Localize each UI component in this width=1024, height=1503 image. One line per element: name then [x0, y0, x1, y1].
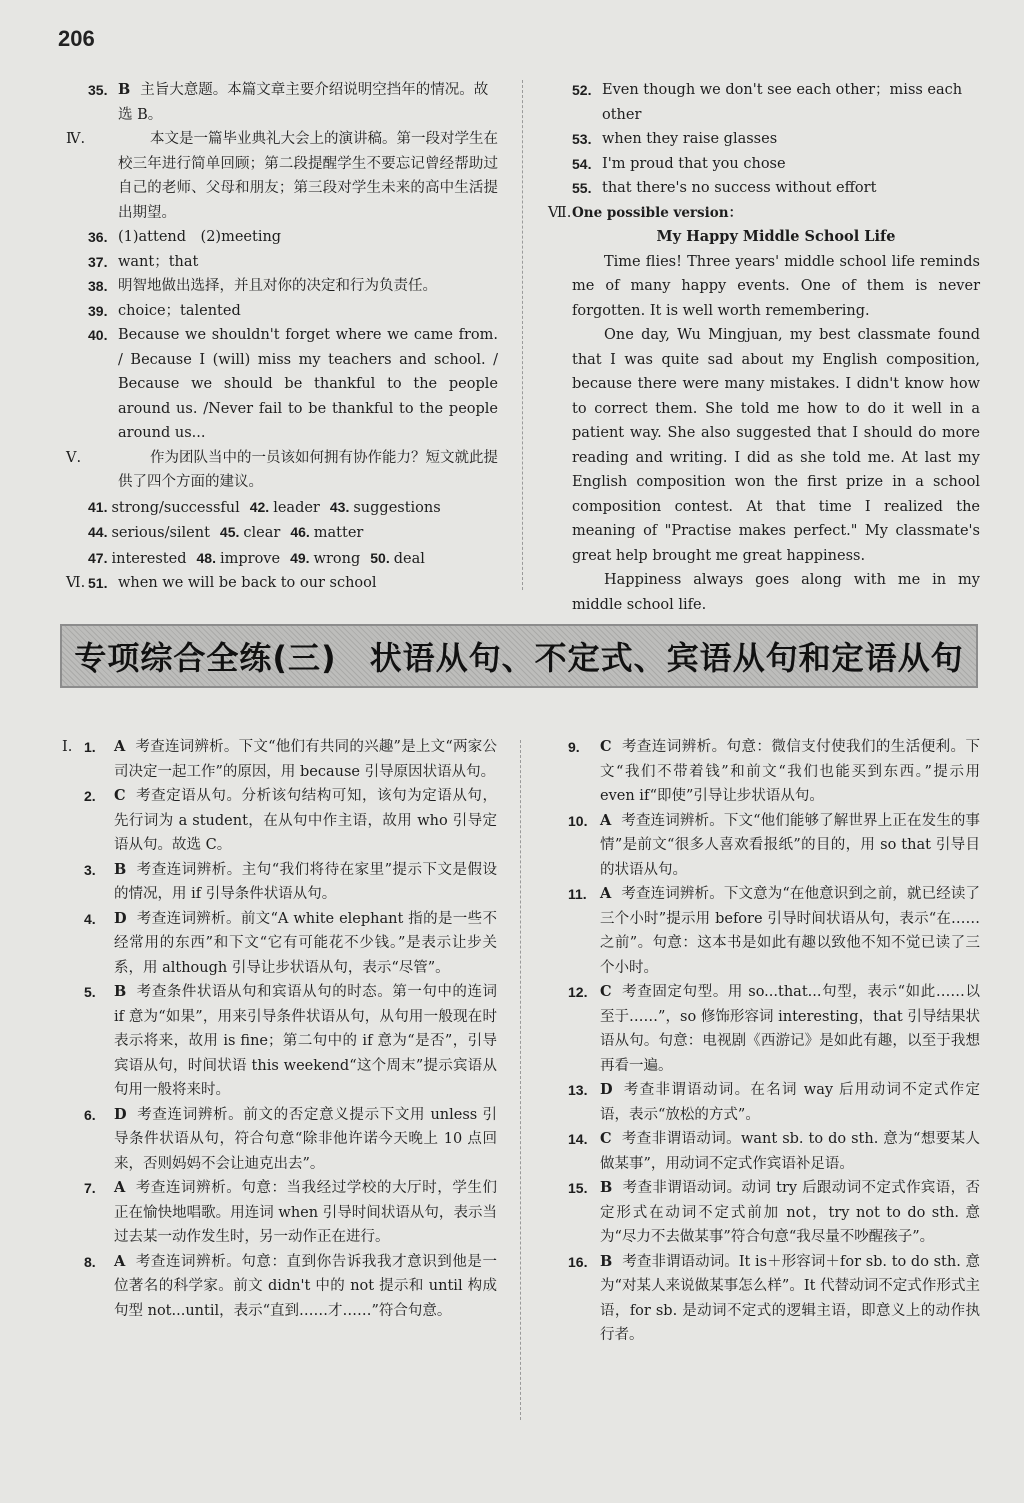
item-number: 41.: [88, 498, 108, 515]
item-number: 1.: [84, 739, 96, 755]
answer-letter: A: [114, 738, 126, 755]
answer-item-35: [88, 78, 498, 127]
answer-text: 考查连词辨析。句意：微信支付使我们的生活便利。下文“我们不带着钱”和前文“我们也能买到东西。”提示用 even if“即使”引导让步状语从句。: [600, 739, 980, 804]
bottom-right-column: [568, 735, 980, 1348]
item-number: 55.: [572, 180, 592, 196]
answer-item: [568, 980, 980, 1078]
answer-text: matter: [313, 525, 364, 541]
answer-item: [568, 1176, 980, 1250]
item-number: 14.: [568, 1131, 588, 1147]
answer-item: [568, 1078, 980, 1127]
item-number: 48.: [196, 549, 216, 566]
answer-text: 考查连词辨析。下文意为“在他意识到之前，就已经读了三个小时”提示用 before 引导时间状语从句，表示“在……之前”。句意：这本书是如此有趣以致他不知不觉已读了三个小时。: [600, 886, 980, 976]
item-number: 54.: [572, 155, 592, 172]
answer-text: 考查非谓语动词。动词 try 后跟动词不定式作宾语，否定形式在动词不定式前加 not，try not to do sth. 意为“尽力不去做某事”符合句意“我尽量不吵醒孩子”。: [600, 1180, 980, 1245]
item-number: 12.: [568, 984, 588, 1000]
answer-letter: D: [114, 1105, 127, 1123]
answer-segment: [290, 520, 363, 546]
answer-text: 考查固定句型。用 so...that...句型，表示“如此……以至于……”，so 修饰形容词 interesting，that 引导结果状语从句。句意：电视剧《西游记》是如此有趣，以至于我想再看一遍。: [600, 984, 980, 1074]
item-number: 52.: [572, 82, 592, 98]
answer-text: (1)attend (2)meeting: [118, 229, 282, 245]
answer-text: 主旨大意题。本篇文章主要介绍说明空挡年的情况。故选 B。: [118, 82, 489, 123]
section-numeral: Ⅶ.: [548, 204, 572, 221]
answer-item: [88, 299, 498, 324]
essay-label: One possible version：: [572, 204, 743, 221]
column-divider: [522, 80, 523, 590]
page-number: 206: [58, 26, 95, 51]
answer-text: clear: [243, 525, 281, 541]
answer-item: [568, 882, 980, 980]
answer-letter: C: [600, 1130, 612, 1147]
answer-text: when we will be back to our school: [118, 575, 377, 591]
section-banner: [60, 624, 978, 688]
sample-essay: [548, 225, 980, 617]
answer-letter: B: [118, 81, 131, 98]
section-7: [548, 201, 980, 226]
answer-letter: A: [114, 1179, 126, 1196]
answer-item: [548, 127, 980, 152]
item-number: 51.: [88, 575, 108, 591]
section-numeral: Ⅵ.: [66, 575, 86, 591]
item-number: 11.: [568, 886, 587, 902]
answer-item: [88, 250, 498, 275]
answer-item: [88, 225, 498, 250]
answer-row: [88, 495, 498, 521]
answer-letter: B: [114, 983, 127, 1000]
section-6: [66, 571, 498, 596]
item-number: 5.: [84, 984, 96, 1000]
item-number: 46.: [290, 524, 310, 540]
answer-text: serious/silent: [111, 525, 210, 541]
answer-text: choice；talented: [118, 302, 241, 319]
item-number: 9.: [568, 739, 580, 755]
answer-item: [548, 176, 980, 201]
answer-letter: A: [600, 811, 612, 829]
answer-letter: B: [114, 860, 127, 878]
section-intro: 本文是一篇毕业典礼大会上的演讲稿。第一段对学生在校三年进行简单回顾；第二段提醒学生不要忘记曾经帮助过自己的老师、父母和朋友；第三段对学生未来的高中生活提出期望。: [118, 131, 498, 221]
answer-text: 考查非谓语动词。在名词 way 后用动词不定式作定语，表示“放松的方式”。: [600, 1082, 980, 1123]
answer-text: Even though we don't see each other；miss each other: [602, 82, 963, 123]
answer-letter: D: [600, 1081, 613, 1098]
answer-item: [62, 980, 497, 1103]
item-number: 3.: [84, 861, 96, 878]
essay-paragraph: Time flies! Three years' middle school life reminds me of many happy events. One of them is never forgotten. It is well worth remembering.: [572, 253, 980, 319]
answer-item: [88, 274, 498, 299]
answer-text: wrong: [313, 550, 361, 567]
answer-text: deal: [393, 550, 425, 567]
column-divider: [520, 740, 521, 1420]
item-number: 47.: [88, 549, 108, 566]
answer-row: [88, 546, 498, 572]
answer-letter: C: [114, 787, 126, 804]
item-number: 4.: [84, 910, 96, 927]
item-number: 35.: [88, 82, 108, 98]
answer-text: 考查非谓语动词。want sb. to do sth. 意为“想要某人做某事”，用动词不定式作宾语补足语。: [600, 1131, 980, 1172]
answer-text: 考查连词辨析。下文“他们能够了解世界上正在发生的事情”是前文“很多人喜欢看报纸”的目的，用 so that 引导目的状语从句。: [600, 812, 980, 878]
answer-item: [568, 809, 980, 883]
answer-letter: C: [600, 738, 612, 755]
item-number: 6.: [84, 1106, 96, 1123]
item-number: 13.: [568, 1082, 588, 1098]
item-number: 2.: [84, 788, 96, 804]
answer-item: [62, 784, 497, 858]
answer-item: [62, 1176, 497, 1250]
answer-segment: [88, 495, 240, 521]
item-number: 44.: [88, 524, 108, 540]
section-numeral: Ⅳ.: [66, 131, 86, 147]
answer-letter: A: [600, 885, 612, 902]
answer-text: 考查定语从句。分析该句结构可知，该句为定语从句，先行词为 a student，在从句中作主语，故用 who 引导定语从句。故选 C。: [114, 788, 497, 853]
answer-text: 考查条件状语从句和宾语从句的时态。第一句中的连词 if 意为“如果”，用来引导条件状语从句，从句用一般现在时表示将来，故用 is fine；第二句中的 if 意为“是否”，引导宾语从句，时间状语 this weekend“这个周末”提示宾语从句用一般将来时。: [114, 984, 497, 1098]
answer-text: 考查连词辨析。前文的否定意义提示下文用 unless 引导条件状语从句，符合句意“除非他许诺今天晚上 10 点回来，否则妈妈不会让迪克出去”。: [114, 1106, 497, 1172]
answer-text: interested: [111, 550, 187, 567]
section-numeral: Ⅴ.: [66, 449, 82, 466]
bottom-left-column: [62, 735, 497, 1323]
essay-paragraph: Happiness always goes along with me in my middle school life.: [572, 572, 980, 613]
section-numeral: Ⅰ.: [62, 739, 73, 755]
answer-text: 考查连词辨析。下文“他们有共同的兴趣”是上文“两家公司决定一起工作”的原因，用 because 引导原因状语从句。: [114, 739, 497, 780]
answer-text: 明智地做出选择，并且对你的决定和行为负责任。: [118, 278, 437, 294]
essay-paragraph: One day, Wu Mingjuan, my best classmate found that I was quite sad about my English composition, because there were many mistakes. I didn't know how to correct them. She told me how to do it well in a patient way. She also suggested that I should do more reading and writing. I did as she told me. At last my English composition won the first prize in a school composition contest. At that time I realized the meaning of "Practise makes perfect." My classmate's great help brought me great happiness.: [572, 327, 980, 564]
item-number: 37.: [88, 253, 108, 270]
answer-text: suggestions: [353, 499, 441, 516]
section-intro: 作为团队当中的一员该如何拥有协作能力？短文就此提供了四个方面的建议。: [118, 449, 498, 490]
answer-item: [548, 152, 980, 177]
item-number: 8.: [84, 1253, 96, 1270]
answer-text: that there's no success without effort: [602, 180, 877, 196]
answer-text: 考查连词辨析。主句“我们将待在家里”提示下文是假设的情况，用 if 引导条件状语从句。: [114, 861, 497, 902]
item-number: 38.: [88, 278, 108, 294]
item-number: 10.: [568, 812, 588, 829]
answer-item: [568, 1127, 980, 1176]
item-number: 42.: [249, 498, 270, 515]
item-number: 50.: [370, 549, 390, 566]
top-left-column: [66, 78, 498, 596]
item-number: 7.: [84, 1180, 96, 1196]
answer-letter: B: [600, 1179, 613, 1196]
answer-item: [88, 323, 498, 446]
answer-item: [568, 1250, 980, 1348]
answer-item: [62, 907, 497, 981]
answer-segment: [220, 520, 280, 546]
answer-item: [548, 78, 980, 127]
answer-text: Because we shouldn't forget where we came from. / Because I (will) miss my teachers and school. / Because we should be thankful to the people around us. /Never fail to be thankful to the people around us...: [118, 327, 498, 441]
answer-item: [62, 735, 497, 784]
item-number: 39.: [88, 302, 108, 319]
answer-text: strong/successful: [111, 499, 240, 516]
item-number: 45.: [219, 524, 240, 540]
item-number: 40.: [88, 327, 108, 343]
item-number: 15.: [568, 1180, 588, 1196]
answer-segment: [370, 546, 425, 572]
answer-text: when they raise glasses: [602, 131, 778, 147]
answer-text: leader: [273, 499, 320, 516]
answer-row: [88, 520, 498, 546]
item-number: 43.: [329, 498, 350, 515]
answer-text: 考查非谓语动词。It is＋形容词＋for sb. to do sth. 意为“对某人来说做某事怎么样”。It 代替动词不定式作形式主语，for sb. 是动词不定式的逻辑主语，即意义上的动作执行者。: [600, 1253, 980, 1343]
answer-item: [568, 735, 980, 809]
answer-text: I'm proud that you chose: [602, 155, 786, 172]
answer-letter: A: [114, 1252, 126, 1270]
answer-letter: D: [114, 909, 127, 927]
answer-segment: [88, 520, 210, 546]
answer-item: [62, 1103, 497, 1177]
answer-segment: [250, 495, 320, 521]
answer-letter: C: [600, 983, 612, 1000]
answer-segment: [290, 546, 360, 572]
item-number: 36.: [88, 229, 108, 245]
item-number: 16.: [568, 1253, 588, 1270]
banner-title: 专项综合全练(三) 状语从句、不定式、宾语从句和定语从句: [74, 639, 964, 677]
answer-text: improve: [219, 550, 281, 567]
essay-title: My Happy Middle School Life: [656, 228, 896, 245]
section-5: [66, 446, 498, 495]
answer-item: [62, 1250, 497, 1324]
answer-text: 考查连词辨析。前文“A white elephant 指的是一些不经常用的东西”和下文“它有可能花不少钱。”是表示让步关系，用 although 引导让步状语从句，表示“尽管”。: [114, 910, 497, 976]
top-right-column: [548, 78, 980, 617]
answer-text: 考查连词辨析。句意：直到你告诉我我才意识到他是一位著名的科学家。前文 didn't 中的 not 提示和 until 构成句型 not...until，表示“直到……才……”符合句意。: [114, 1253, 497, 1319]
answer-text: 考查连词辨析。句意：当我经过学校的大厅时，学生们正在愉快地唱歌。用连词 when 引导时间状语从句，表示当过去某一动作发生时，另一动作正在进行。: [114, 1180, 497, 1245]
item-number: 49.: [290, 549, 310, 566]
answer-segment: [197, 546, 281, 572]
answer-letter: B: [600, 1252, 613, 1270]
answer-item: [62, 858, 497, 907]
section-4: [66, 127, 498, 225]
answer-segment: [88, 546, 187, 572]
item-number: 53.: [572, 131, 592, 147]
answer-segment: [330, 495, 441, 521]
answer-text: want；that: [118, 253, 199, 270]
